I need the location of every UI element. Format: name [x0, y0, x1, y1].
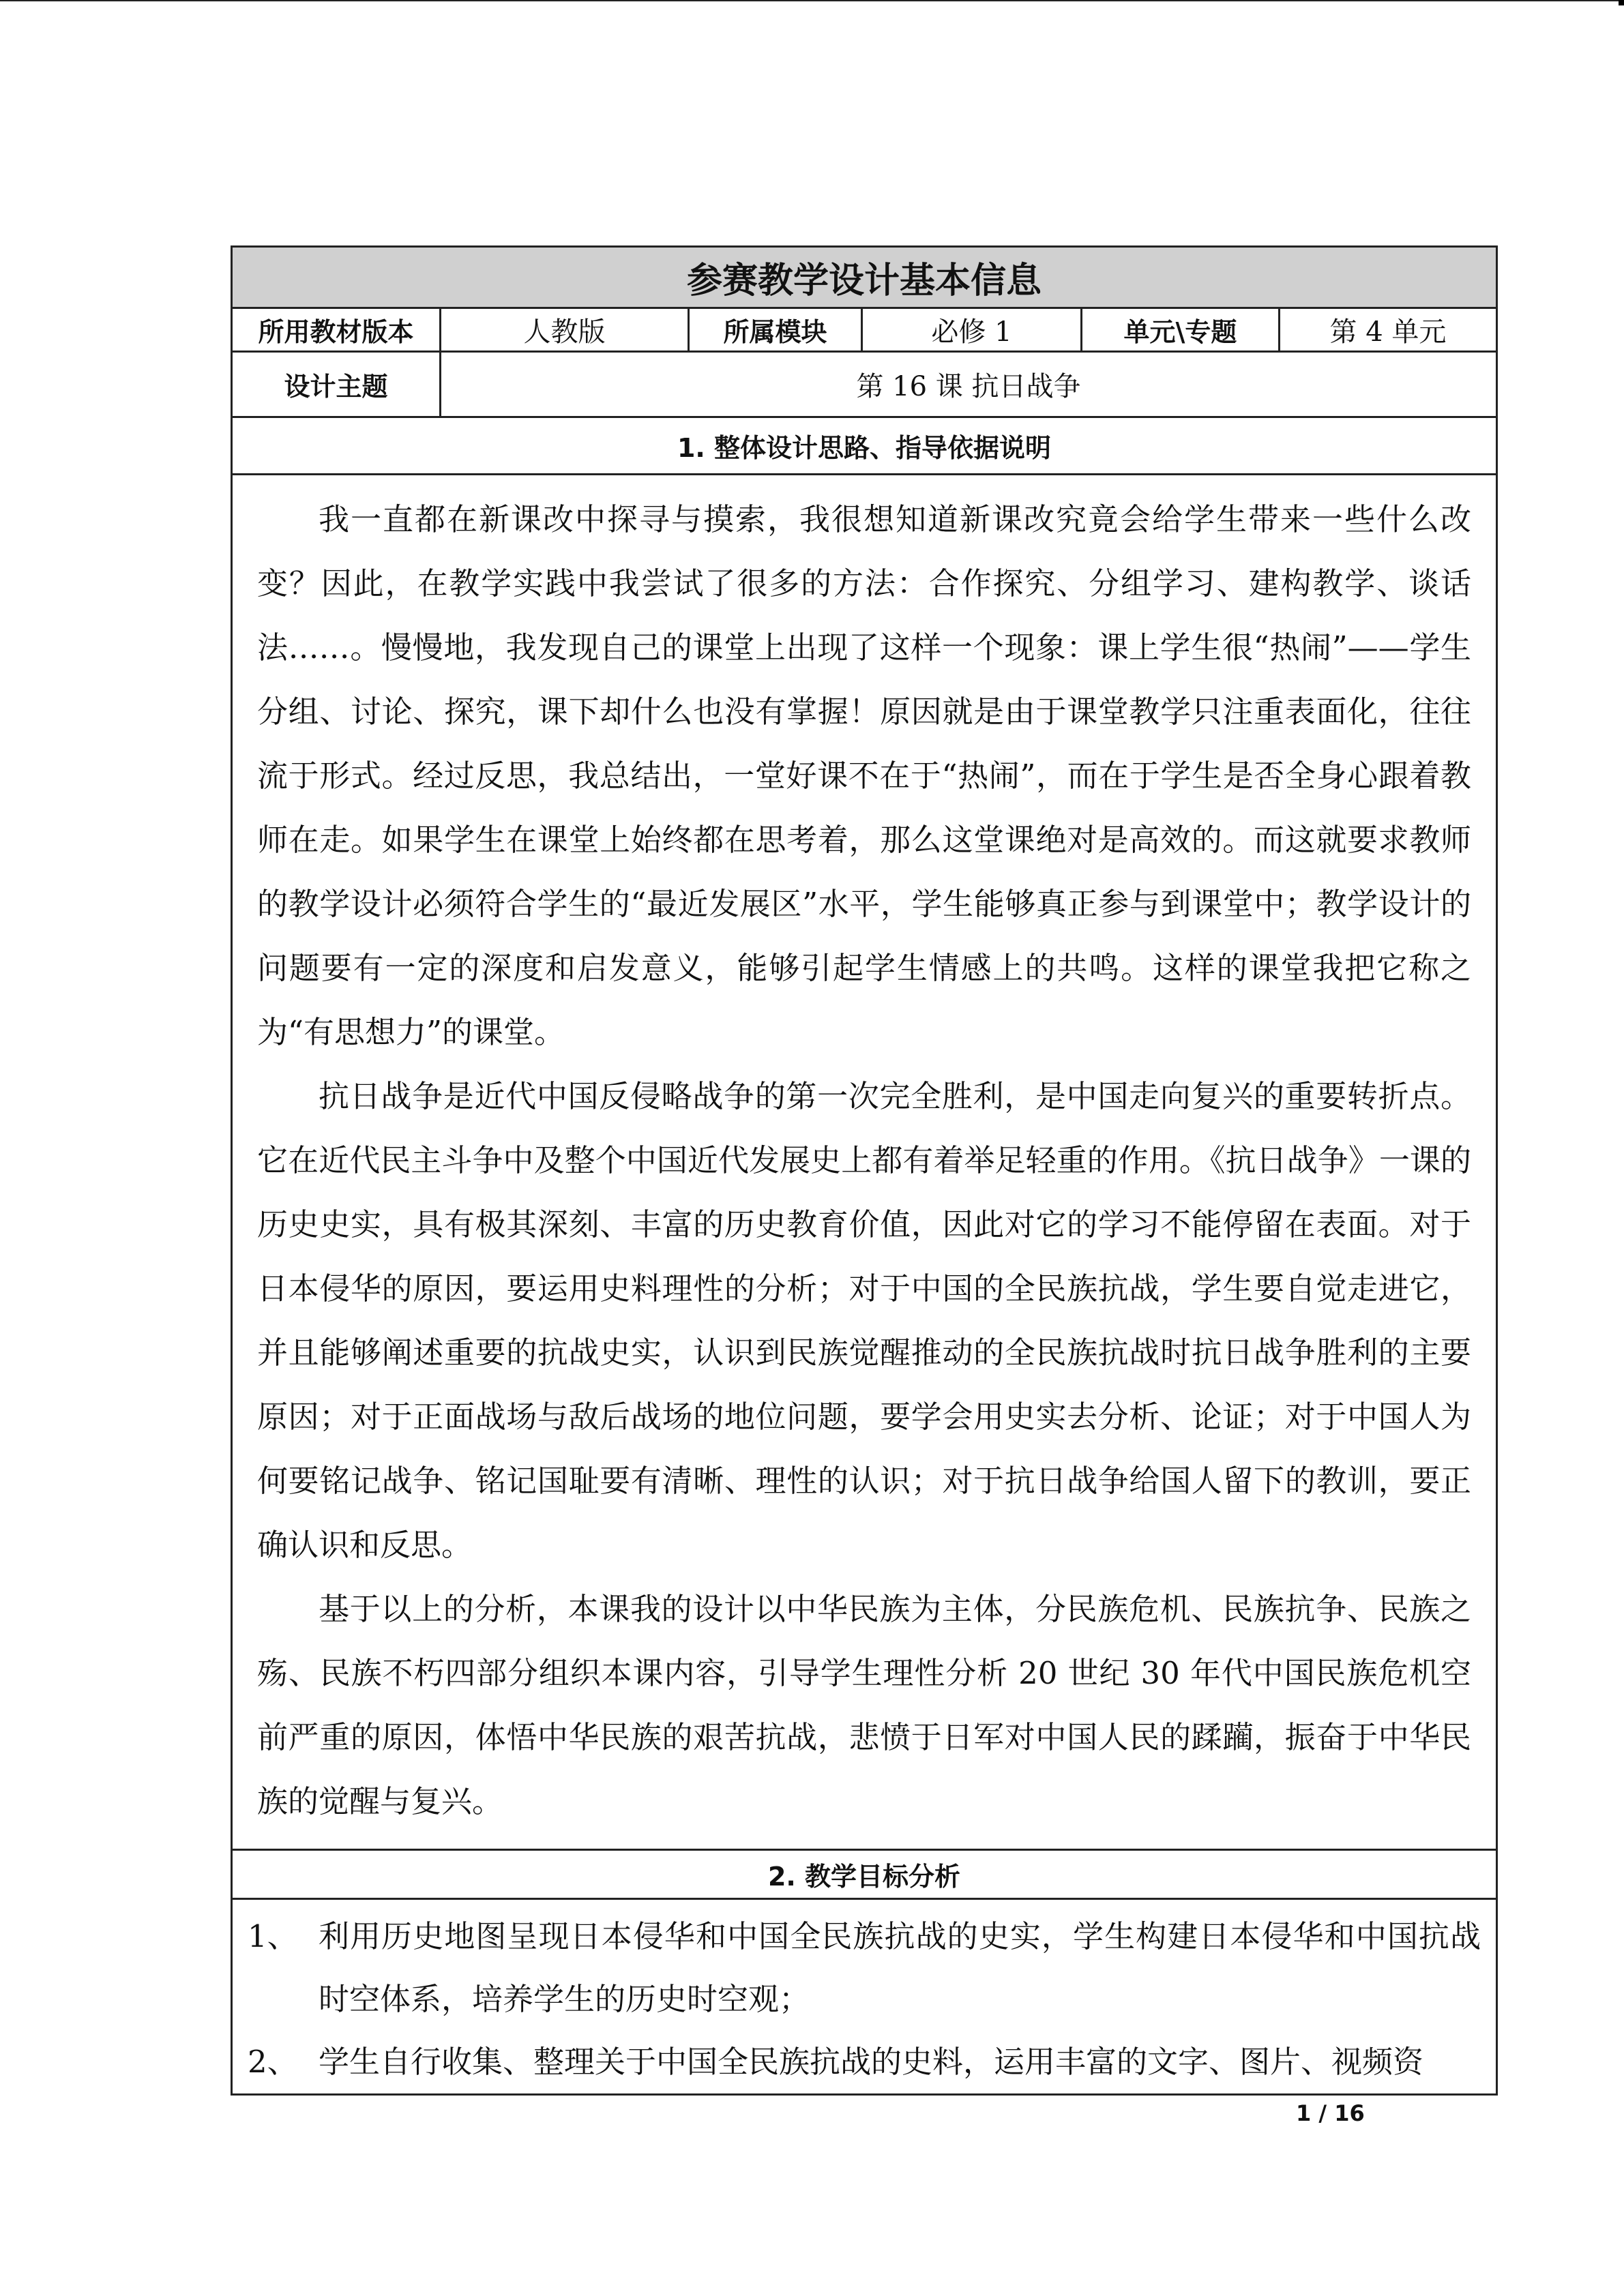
module-value: 必修 1 [863, 309, 1082, 351]
paragraph: 基于以上的分析，本课我的设计以中华民族为主体，分民族危机、民族抗争、民族之殇、民族不朽四部分组织本课内容，引导学生理性分析 20 世纪 30 年代中国民族危机空前严重的原因，体悟中华民族的艰苦抗战，悲愤于日军对中国人民的蹂躏，振奋于中华民族的觉醒与复兴。 [257, 1591, 1471, 1819]
section2-body-row [233, 1900, 1496, 2093]
section2-heading: 2. 教学目标分析 [767, 1862, 961, 1892]
page-number: 1 / 16 [1296, 2100, 1365, 2126]
goal-number: 2、 [248, 2044, 298, 2080]
section1-body-row [233, 475, 1496, 1851]
info-table [231, 245, 1498, 2096]
textbook-value: 人教版 [441, 309, 690, 351]
basic-info-row [233, 309, 1496, 353]
goal-text: 学生自行收集、整理关于中国全民族抗战的史料，运用丰富的文字、图片、视频资 [319, 2044, 1424, 2080]
section2-heading-row [233, 1851, 1496, 1900]
theme-value: 第 16 课 抗日战争 [856, 371, 1081, 402]
list-item [248, 2031, 1481, 2093]
theme-label: 设计主题 [233, 353, 441, 416]
table-title: 参赛教学设计基本信息 [686, 260, 1042, 301]
section1-heading-row [233, 418, 1496, 475]
module-label: 所属模块 [690, 309, 863, 351]
theme-row [233, 353, 1496, 418]
goal-text: 利用历史地图呈现日本侵华和中国全民族抗战的史实，学生构建日本侵华和中国抗战时空体系，培养学生的历史时空观； [319, 1918, 1481, 2017]
unit-label: 单元\专题 [1082, 309, 1280, 351]
page-corner-mark [1619, 0, 1624, 5]
unit-value: 第 4 单元 [1329, 316, 1447, 348]
page-top-border [0, 0, 1624, 1]
paragraph: 我一直都在新课改中探寻与摸索，我很想知道新课改究竟会给学生带来一些什么改变？因此，在教学实践中我尝试了很多的方法：合作探究、分组学习、建构教学、谈话法……。慢慢地，我发现自己的课堂上出现了这样一个现象：课上学生很“热闹”——学生分组、讨论、探究，课下却什么也没有掌握！原因就是由于课堂教学只注重表面化，往往流于形式。经过反思，我总结出，一堂好课不在于“热闹”，而在于学生是否全身心跟着教师在走。如果学生在课堂上始终都在思考着，那么这堂课绝对是高效的。而这就要求教师的教学设计必须符合学生的“最近发展区”水平，学生能够真正参与到课堂中；教学设计的问题要有一定的深度和启发意义，能够引起学生情感上的共鸣。这样的课堂我把它称之为“有思想力”的课堂。 [257, 501, 1471, 1050]
goal-number: 1、 [248, 1918, 298, 1954]
table-title-row [233, 248, 1496, 309]
goal-list [233, 1900, 1496, 2093]
list-item [248, 1905, 1481, 2031]
section1-heading: 1. 整体设计思路、指导依据说明 [677, 433, 1052, 463]
paragraph: 抗日战争是近代中国反侵略战争的第一次完全胜利，是中国走向复兴的重要转折点。它在近代民主斗争中及整个中国近代发展史上都有着举足轻重的作用。《抗日战争》一课的历史史实，具有极其深刻、丰富的历史教育价值，因此对它的学习不能停留在表面。对于日本侵华的原因，要运用史料理性的分析；对于中国的全民族抗战，学生要自觉走进它，并且能够阐述重要的抗战史实，认识到民族觉醒推动的全民族抗战时抗日战争胜利的主要原因；对于正面战场与敌后战场的地位问题，要学会用史实去分析、论证；对于中国人为何要铭记战争、铭记国耻要有清晰、理性的认识；对于抗日战争给国人留下的教训，要正确认识和反思。 [257, 1078, 1471, 1563]
textbook-label: 所用教材版本 [233, 309, 441, 351]
section1-body [233, 475, 1496, 1849]
